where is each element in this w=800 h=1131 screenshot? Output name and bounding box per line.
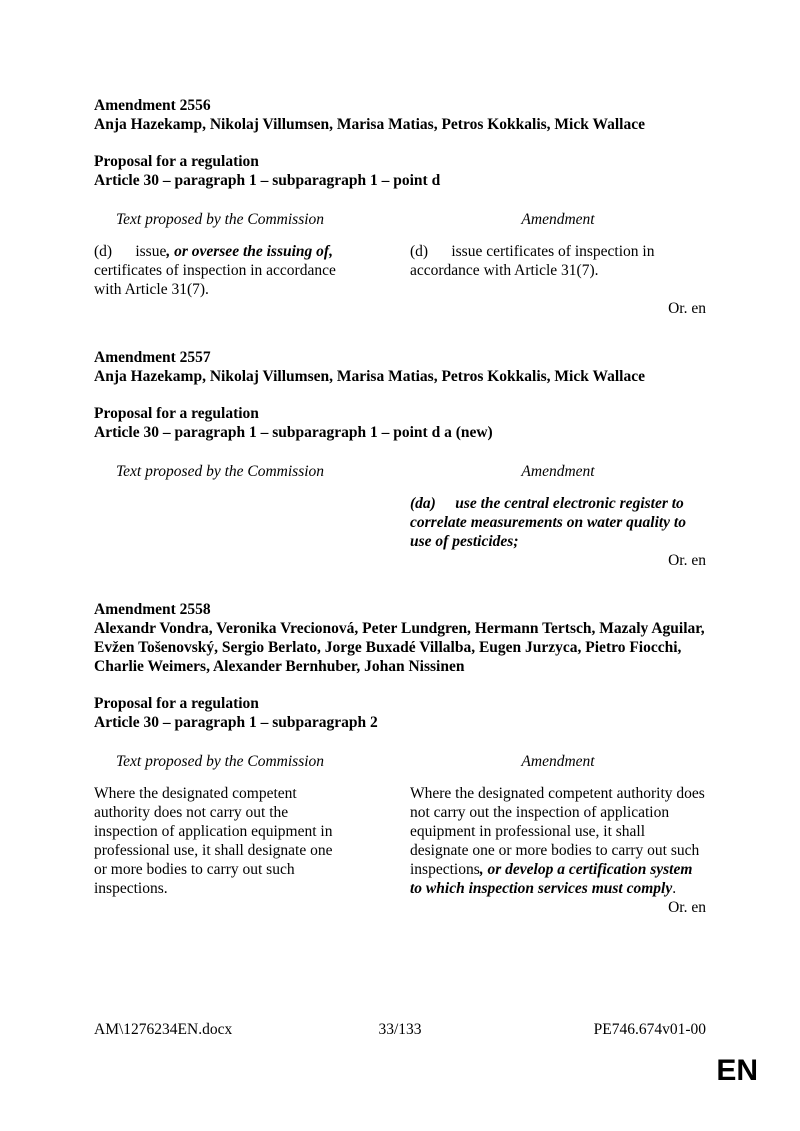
or-en-line: Or. en (668, 899, 706, 916)
proposal-line: Proposal for a regulation (94, 405, 259, 422)
amendment-authors: Anja Hazekamp, Nikolaj Villumsen, Marisa Matias, Petros Kokkalis, Mick Wallace (94, 368, 645, 385)
or-en-line: Or. en (668, 300, 706, 317)
page-content (94, 96, 706, 947)
commission-text: (d) issue, or oversee the issuing of, certificates of inspection in accordance with Article 31(7). (94, 243, 336, 298)
amendment-text: (da) use the central electronic register to correlate measurements on water quality to use of pesticides; (410, 495, 686, 550)
comparison-columns (94, 494, 706, 551)
amendment-number: Amendment 2556 (94, 97, 211, 114)
amendment-authors: Alexandr Vondra, Veronika Vrecionová, Peter Lundgren, Hermann Tertsch, Mazaly Aguilar, Evžen Tošenovský, Sergio Berlato, Jorge Buxadé Villalba, Eugen Jurzyca, Pietro Fiocchi, Charlie Weimers, Alexander Bernhuber, Johan Nissinen (94, 620, 705, 675)
column-headers (94, 752, 706, 771)
proposal-line: Proposal for a regulation (94, 695, 259, 712)
column-header-amendment: Amendment (521, 211, 595, 228)
article-line: Article 30 – paragraph 1 – subparagraph 2 (94, 714, 378, 731)
amendment-authors: Anja Hazekamp, Nikolaj Villumsen, Marisa Matias, Petros Kokkalis, Mick Wallace (94, 116, 645, 133)
comparison-columns (94, 784, 706, 898)
footer-document-name: AM\1276234EN.docx (94, 1021, 233, 1038)
footer-reference: PE746.674v01-00 (593, 1021, 706, 1038)
article-line: Article 30 – paragraph 1 – subparagraph 1 – point d (94, 172, 441, 189)
comparison-columns (94, 242, 706, 299)
column-gap (346, 752, 410, 771)
amendment-number: Amendment 2558 (94, 601, 211, 618)
amendment-block-2556 (94, 96, 706, 318)
language-badge: EN (716, 1054, 758, 1087)
column-header-commission: Text proposed by the Commission (115, 753, 325, 770)
proposal-block (94, 152, 706, 190)
footer-page-number: 33/133 (378, 1021, 422, 1038)
amendment-block-2557 (94, 348, 706, 570)
column-gap (346, 462, 410, 481)
commission-text (94, 494, 346, 551)
amendment-number: Amendment 2557 (94, 349, 211, 366)
amendment-block-2558 (94, 600, 706, 917)
column-header-amendment: Amendment (521, 463, 595, 480)
column-gap (346, 210, 410, 229)
proposal-block (94, 694, 706, 732)
column-gap (346, 494, 410, 551)
column-header-commission: Text proposed by the Commission (115, 211, 325, 228)
commission-text: Where the designated competent authority does not carry out the inspection of application equipment in professional use, it shall designate one or more bodies to carry out such inspections. (94, 785, 333, 897)
proposal-line: Proposal for a regulation (94, 153, 259, 170)
or-en-line: Or. en (668, 552, 706, 569)
column-gap (346, 784, 410, 898)
column-header-amendment: Amendment (521, 753, 595, 770)
proposal-block (94, 404, 706, 442)
page-footer (94, 1020, 706, 1039)
column-headers (94, 462, 706, 481)
article-line: Article 30 – paragraph 1 – subparagraph 1 – point d a (new) (94, 424, 493, 441)
column-header-commission: Text proposed by the Commission (115, 463, 325, 480)
amendment-text: (d) issue certificates of inspection in accordance with Article 31(7). (410, 243, 655, 279)
amendment-text: Where the designated competent authority does not carry out the inspection of application equipment in professional use, it shall designate one or more bodies to carry out such inspections, or develop a certification system to which inspection services must comply. (410, 785, 705, 897)
column-headers (94, 210, 706, 229)
column-gap (346, 242, 410, 299)
